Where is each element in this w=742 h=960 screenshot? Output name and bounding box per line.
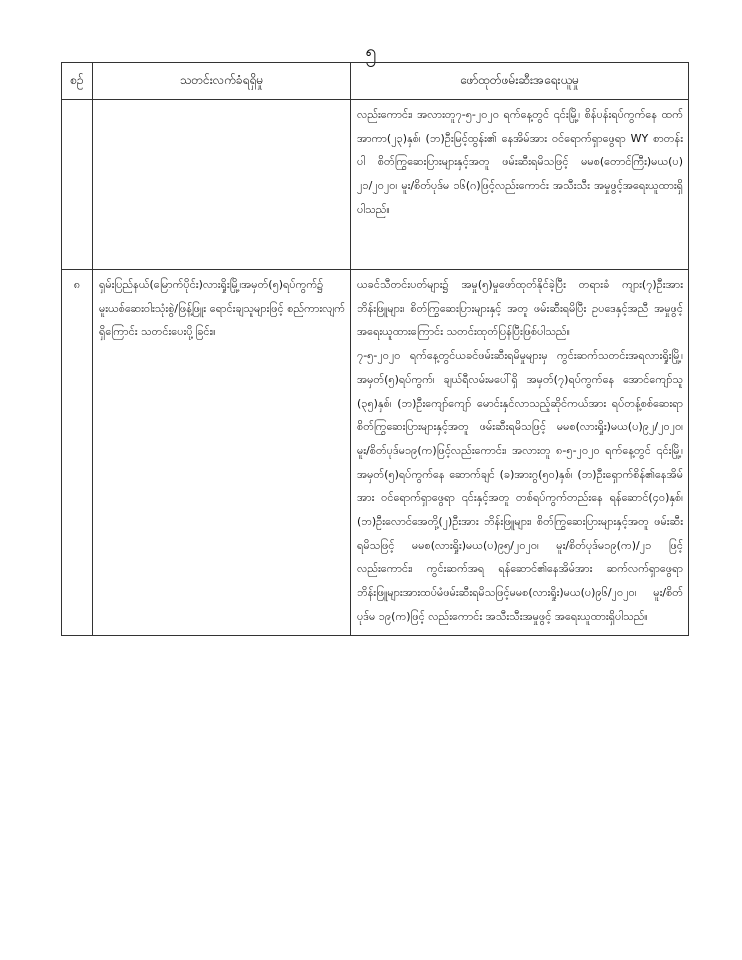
table-row [62,100,689,270]
row-info-received [93,100,351,270]
table-header-row [62,63,689,100]
table-row [62,270,689,636]
row-serial-number: ၈ [62,270,93,636]
action-paragraph: လည်းကောင်း၊ အလားတူ၇-၅-၂၀၂၀ ရက်နေ့တွင် ၎င်းမြို့၊ စိန်ပန်းရပ်ကွက်နေ ထက်အာကာ(၂၃)နှစ်၊ (ဘ)ဦးမြင့်ထွန်း၏ နေအိမ်အား ဝင်ရောက်ရှာဖွေရာ WY စာတန်းပါ စိတ်ကြွဆေးပြားများနှင့်အတူ ဖမ်းဆီးရမိသဖြင့် မမစ(တောင်ကြီး)မယ(ပ) ၂၁/၂၀၂၀၊ မူး/စိတ်ပုဒ်မ ၁၆(ဂ)ဖြင့်လည်းကောင်း အသီးသီး အမှုဖွင့်အရေးယူထားရှိပါသည်။ [357,108,683,216]
header-serial-number: စဉ် [62,63,93,100]
row-serial-number [62,100,93,270]
row-action-taken [351,270,689,636]
header-action-taken: ဖော်ထုတ်ဖမ်းဆီးအရေးယူမှု [351,63,689,100]
report-table [61,62,689,636]
action-paragraph: ၇-၅-၂၀၂၀ ရက်နေ့တွင်ယခင်ဖမ်းဆီးရမိမှုများမှ ကွင်းဆက်သတင်းအရလားရှိုးမြို့၊ အမှတ်(၅)ရပ်ကွက်၊ ချယ်ရီလမ်းမပေါ်ရှိ အမှတ်(၇)ရပ်ကွက်နေ အောင်ကျော်သူ (၃၅)နှစ်၊ (ဘ)ဦးကျော်ကျော် မောင်းနှင်လာသည့်ဆိုင်ကယ်အား ရပ်တန့်စစ်ဆေးရာ စိတ်ကြွဆေးပြားများနှင့်အတူ ဖမ်းဆီးရမိသဖြင့် မမစ(လားရှိုး)မယ(ပ)၉၂/၂၀၂၀၊ မူး/စိတ်ပုဒ်မ၁၉(က)ဖြင့်လည်းကောင်း၊ အလားတူ ၈-၅-၂၀၂၀ ရက်နေ့တွင် ၎င်းမြို့၊ အမှတ်(၅)ရပ်ကွက်နေ ဆောက်ချင် (ခ)အားဂွ(၅၀)နှစ်၊ (ဘ)ဦးရှောက်စိန်၏နေအိမ်အား ဝင်ရောက်ရှာဖွေရာ ၎င်းနှင့်အတူ တစ်ရပ်ကွက်တည်းနေ ရန်ဆောင်(၄၀)နှစ်၊ (ဘ)ဦးလောင်အေတို့(၂)ဦးအား ဘိန်းဖြူများ၊ စိတ်ကြွဆေးပြားများနှင့်အတူ ဖမ်းဆီးရမိသဖြင့် မမစ(လားရှိုး)မယ(ပ)၉၅/၂၀၂၀၊ မူး/စိတ်ပုဒ်မ၁၉(က)/၂၁ ဖြင့်လည်းကောင်း၊ ကွင်းဆက်အရ ရန်ဆောင်၏နေအိမ်အား ဆက်လက်ရှာဖွေရာ ဘိန်းဖြူများအားထပ်မံဖမ်းဆီးရမိသဖြင့်မမစ(လားရှိုး)မယ(ပ)၉၆/၂၀၂၀၊ မူး/စိတ်ပုဒ်မ ၁၉(က)ဖြင့် လည်းကောင်း အသီးသီးအမှုဖွင့် အရေးယူထားရှိပါသည်။ [357,349,683,623]
row-info-received [93,270,351,636]
action-paragraph: ယခင်သီတင်းပတ်များ၌ အမှု(၅)မှုဖော်ထုတ်နိုင်ခဲ့ပြီး တရားခံ ကျား(၇)ဦးအား ဘိန်းဖြူများ၊ စိတ်ကြွဆေးပြားများနှင့် အတူ ဖမ်းဆီးရမိပြီး ဥပဒေနှင့်အညီ အမှုဖွင့်အရေးယူထားကြောင်း သတင်းထုတ်ပြန်ပြီးဖြစ်ပါသည်။ [357,278,683,339]
page-number: ၅ [365,39,377,63]
info-paragraph: ရှမ်းပြည်နယ်(မြောက်ပိုင်း)လားရှိုးမြို့၊အမှတ်(၅)ရပ်ကွက်၌ မူးယစ်ဆေးဝါးသုံးစွဲ/ဖြန့်ဖြူး ရောင်းချသူများဖြင့် စည်ကားလျက်ရှိကြောင်း သတင်းပေးပို့ခြင်း။ [99,278,345,339]
row-action-taken [351,100,689,270]
header-info-received: သတင်းလက်ခံရရှိမှု [93,63,351,100]
